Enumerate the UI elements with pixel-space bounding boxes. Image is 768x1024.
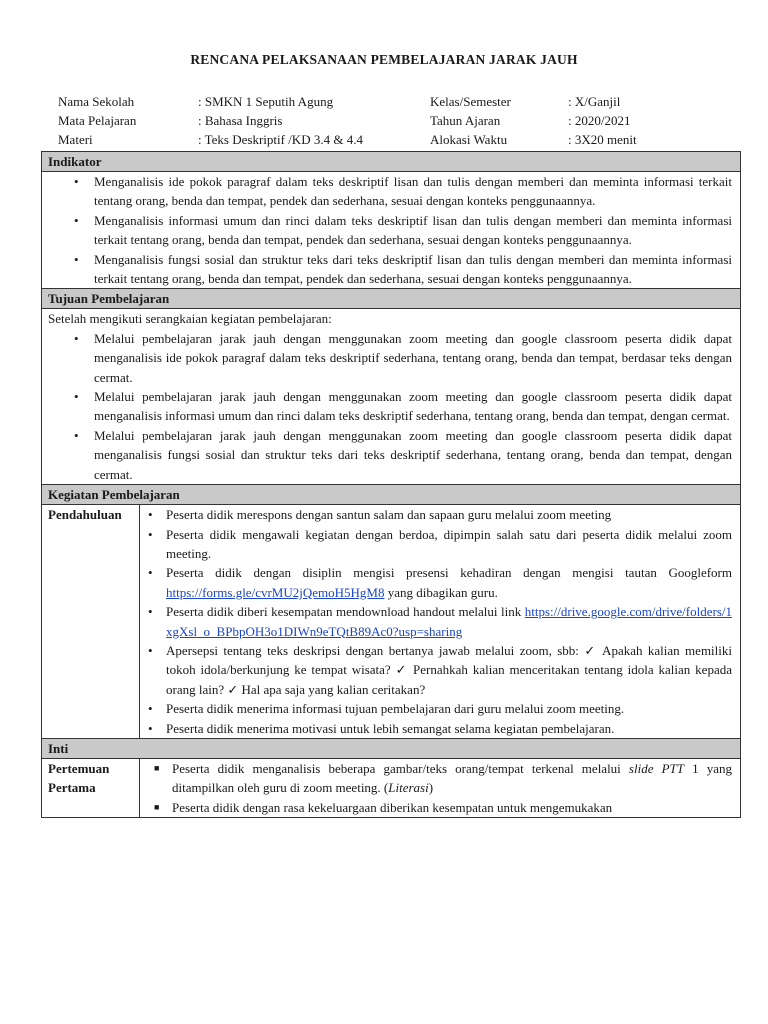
googleform-link[interactable]: https://forms.gle/cvrMU2jQemoH5HgM8: [166, 584, 385, 600]
meta-value: : Bahasa Inggris: [198, 113, 283, 128]
list-item: [140, 505, 740, 524]
bullet-icon: •: [74, 251, 79, 267]
indikator-text: Menganalisis informasi umum dan rinci dalam teks deskriptif lisan dan tulis dengan memberi dan meminta informasi terkait tentang orang, benda dan tempat, pendek dan sederhana, sesuai dengan konteks penggunaannya.: [94, 212, 732, 248]
bullet-icon: •: [148, 604, 153, 620]
activity-text: Peserta didik mengawali kegiatan dengan berdoa, dipimpin salah satu dari peserta didik melalui zoom meeting.: [166, 526, 732, 561]
inti-row: [42, 759, 740, 818]
inti-body: [140, 759, 740, 817]
bullet-icon: •: [74, 174, 79, 189]
section-header-kegiatan: Kegiatan Pembelajaran: [42, 484, 740, 505]
list-item: [42, 250, 740, 289]
meta-row: [58, 130, 718, 149]
meta-key: Kelas/Semester: [430, 94, 511, 109]
activity-text: yang dibagikan guru.: [384, 584, 498, 600]
list-item: [140, 602, 740, 641]
list-item: [140, 525, 740, 564]
activity-text: 1 yang ditampilkan oleh guru di zoom meeting. (: [172, 760, 732, 796]
activity-text: Peserta didik menerima informasi tujuan pembelajaran dari guru melalui zoom meeting.: [166, 701, 625, 717]
list-item: [140, 798, 740, 817]
pendahuluan-body: [140, 505, 740, 738]
list-item: [140, 759, 740, 798]
tujuan-text: Melalui pembelajaran jarak jauh dengan menggunakan zoom meeting dan google classroom peserta didik dapat menganalisis ide pokok paragraf dalam teks deskriptif sederhana, tentang orang, benda dan tempat, berdasar teks dengan cermat.: [94, 330, 732, 385]
indikator-section: [42, 172, 740, 288]
list-item: [42, 329, 740, 387]
bullet-icon: •: [148, 526, 153, 542]
section-header-tujuan: Tujuan Pembelajaran: [42, 288, 740, 309]
list-item: [42, 172, 740, 211]
tujuan-text: Melalui pembelajaran jarak jauh dengan menggunakan zoom meeting dan google classroom peserta didik dapat menganalisis informasi umum dan rinci dalam teks deskriptif sederhana, tentang orang, benda dan tempat, dengan cermat.: [94, 389, 732, 424]
bullet-icon: •: [148, 507, 153, 523]
activity-emphasis: slide PTT: [628, 760, 684, 776]
activity-text: Peserta didik merespons dengan santun salam dan sapaan guru melalui zoom meeting: [166, 507, 612, 523]
bullet-icon: •: [148, 720, 153, 736]
meta-value: : SMKN 1 Seputih Agung: [198, 94, 334, 109]
list-item: [42, 211, 740, 250]
meta-key: Materi: [58, 132, 93, 147]
pendahuluan-row: [42, 505, 740, 738]
meta-value: : 2020/2021: [568, 113, 631, 128]
tujuan-text: Melalui pembelajaran jarak jauh dengan menggunakan zoom meeting dan google classroom peserta didik dapat menganalisis fungsi sosial dan struktur teks dari teks deskriptif sederhana, tentang orang, benda dan tempat, dengan cermat.: [94, 427, 732, 482]
meta-value: : Teks Deskriptif /KD 3.4 & 4.4: [198, 132, 363, 147]
rpp-table: [41, 151, 741, 818]
meta-value: : 3X20 menit: [568, 132, 637, 147]
section-header-indikator: Indikator: [42, 151, 740, 172]
indikator-text: Menganalisis ide pokok paragraf dalam teks deskriptif lisan dan tulis dengan memberi dan meminta informasi terkait tentang orang, benda dan tempat, pendek dan sederhana, sesuai dengan konteks penggunaannya.: [94, 174, 732, 209]
activity-text: Peserta didik menerima motivasi untuk lebih semangat selama kegiatan pembelajaran.: [166, 720, 615, 736]
bullet-icon: •: [74, 389, 79, 405]
identity-block: [58, 92, 718, 149]
square-bullet-icon: ■: [154, 801, 160, 812]
pertemuan-label: Pertemuan Pertama: [42, 759, 140, 817]
bullet-icon: •: [74, 427, 79, 443]
square-bullet-icon: ■: [154, 762, 160, 773]
activity-text: Peserta didik menganalisis beberapa gambar/teks orang/tempat terkenal melalui: [172, 760, 629, 776]
meta-key: Tahun Ajaran: [430, 113, 501, 128]
meta-key: Mata Pelajaran: [58, 113, 137, 128]
list-item: [140, 699, 740, 718]
list-item: [140, 641, 740, 699]
document-title: RENCANA PELAKSANAAN PEMBELAJARAN JARAK JAUH: [190, 52, 578, 67]
activity-emphasis: Literasi: [388, 780, 429, 796]
activity-text: Peserta didik diberi kesempatan mendownload handout melalui link: [166, 604, 525, 620]
list-item: [42, 426, 740, 484]
bullet-icon: •: [148, 565, 153, 581]
indikator-text: Menganalisis fungsi sosial dan struktur teks dari teks deskriptif lisan dan tulis dengan memberi dan meminta informasi terkait tentang orang, benda dan tempat, pendek dan sederhana, sesuai dengan konteks penggunaannya.: [94, 251, 732, 287]
tujuan-section: [42, 309, 740, 484]
pendahuluan-label: Pendahuluan: [42, 505, 140, 738]
list-item: [140, 563, 740, 602]
activity-text: ): [428, 780, 434, 796]
list-item: [42, 387, 740, 426]
activity-text: Apersepsi tentang teks deskripsi dengan bertanya jawab melalui zoom, sbb: ✓ Apakah kalian memiliki tokoh idola/berkunjung ke tempat wisata? ✓ Pernahkah kalian menceritakan tentang idola kalian kepada orang lain? ✓ Hal apa saja yang kalian ceritakan?: [166, 642, 732, 697]
drive-link[interactable]: https://drive.google.com/drive/folders/1xgXsl_o_BPbpOH3o1DIWn9eTQtB89Ac0?usp=sharing: [166, 604, 732, 639]
tujuan-intro: Setelah mengikuti serangkaian kegiatan pembelajaran:: [48, 311, 332, 327]
meta-key: Nama Sekolah: [58, 94, 135, 109]
bullet-icon: •: [74, 212, 79, 228]
bullet-icon: •: [148, 701, 153, 717]
meta-key: Alokasi Waktu: [430, 132, 508, 147]
bullet-icon: •: [148, 642, 153, 658]
activity-text: Peserta didik dengan disiplin mengisi presensi kehadiran dengan mengisi tautan Googleform: [166, 565, 732, 581]
list-item: [140, 719, 740, 738]
section-header-inti: Inti: [42, 738, 740, 759]
meta-row: [58, 92, 718, 111]
meta-row: [58, 111, 718, 130]
bullet-icon: •: [74, 330, 79, 346]
meta-value: : X/Ganjil: [568, 94, 621, 109]
activity-text: Peserta didik dengan rasa kekeluargaan diberikan kesempatan untuk mengemukakan: [172, 799, 613, 815]
